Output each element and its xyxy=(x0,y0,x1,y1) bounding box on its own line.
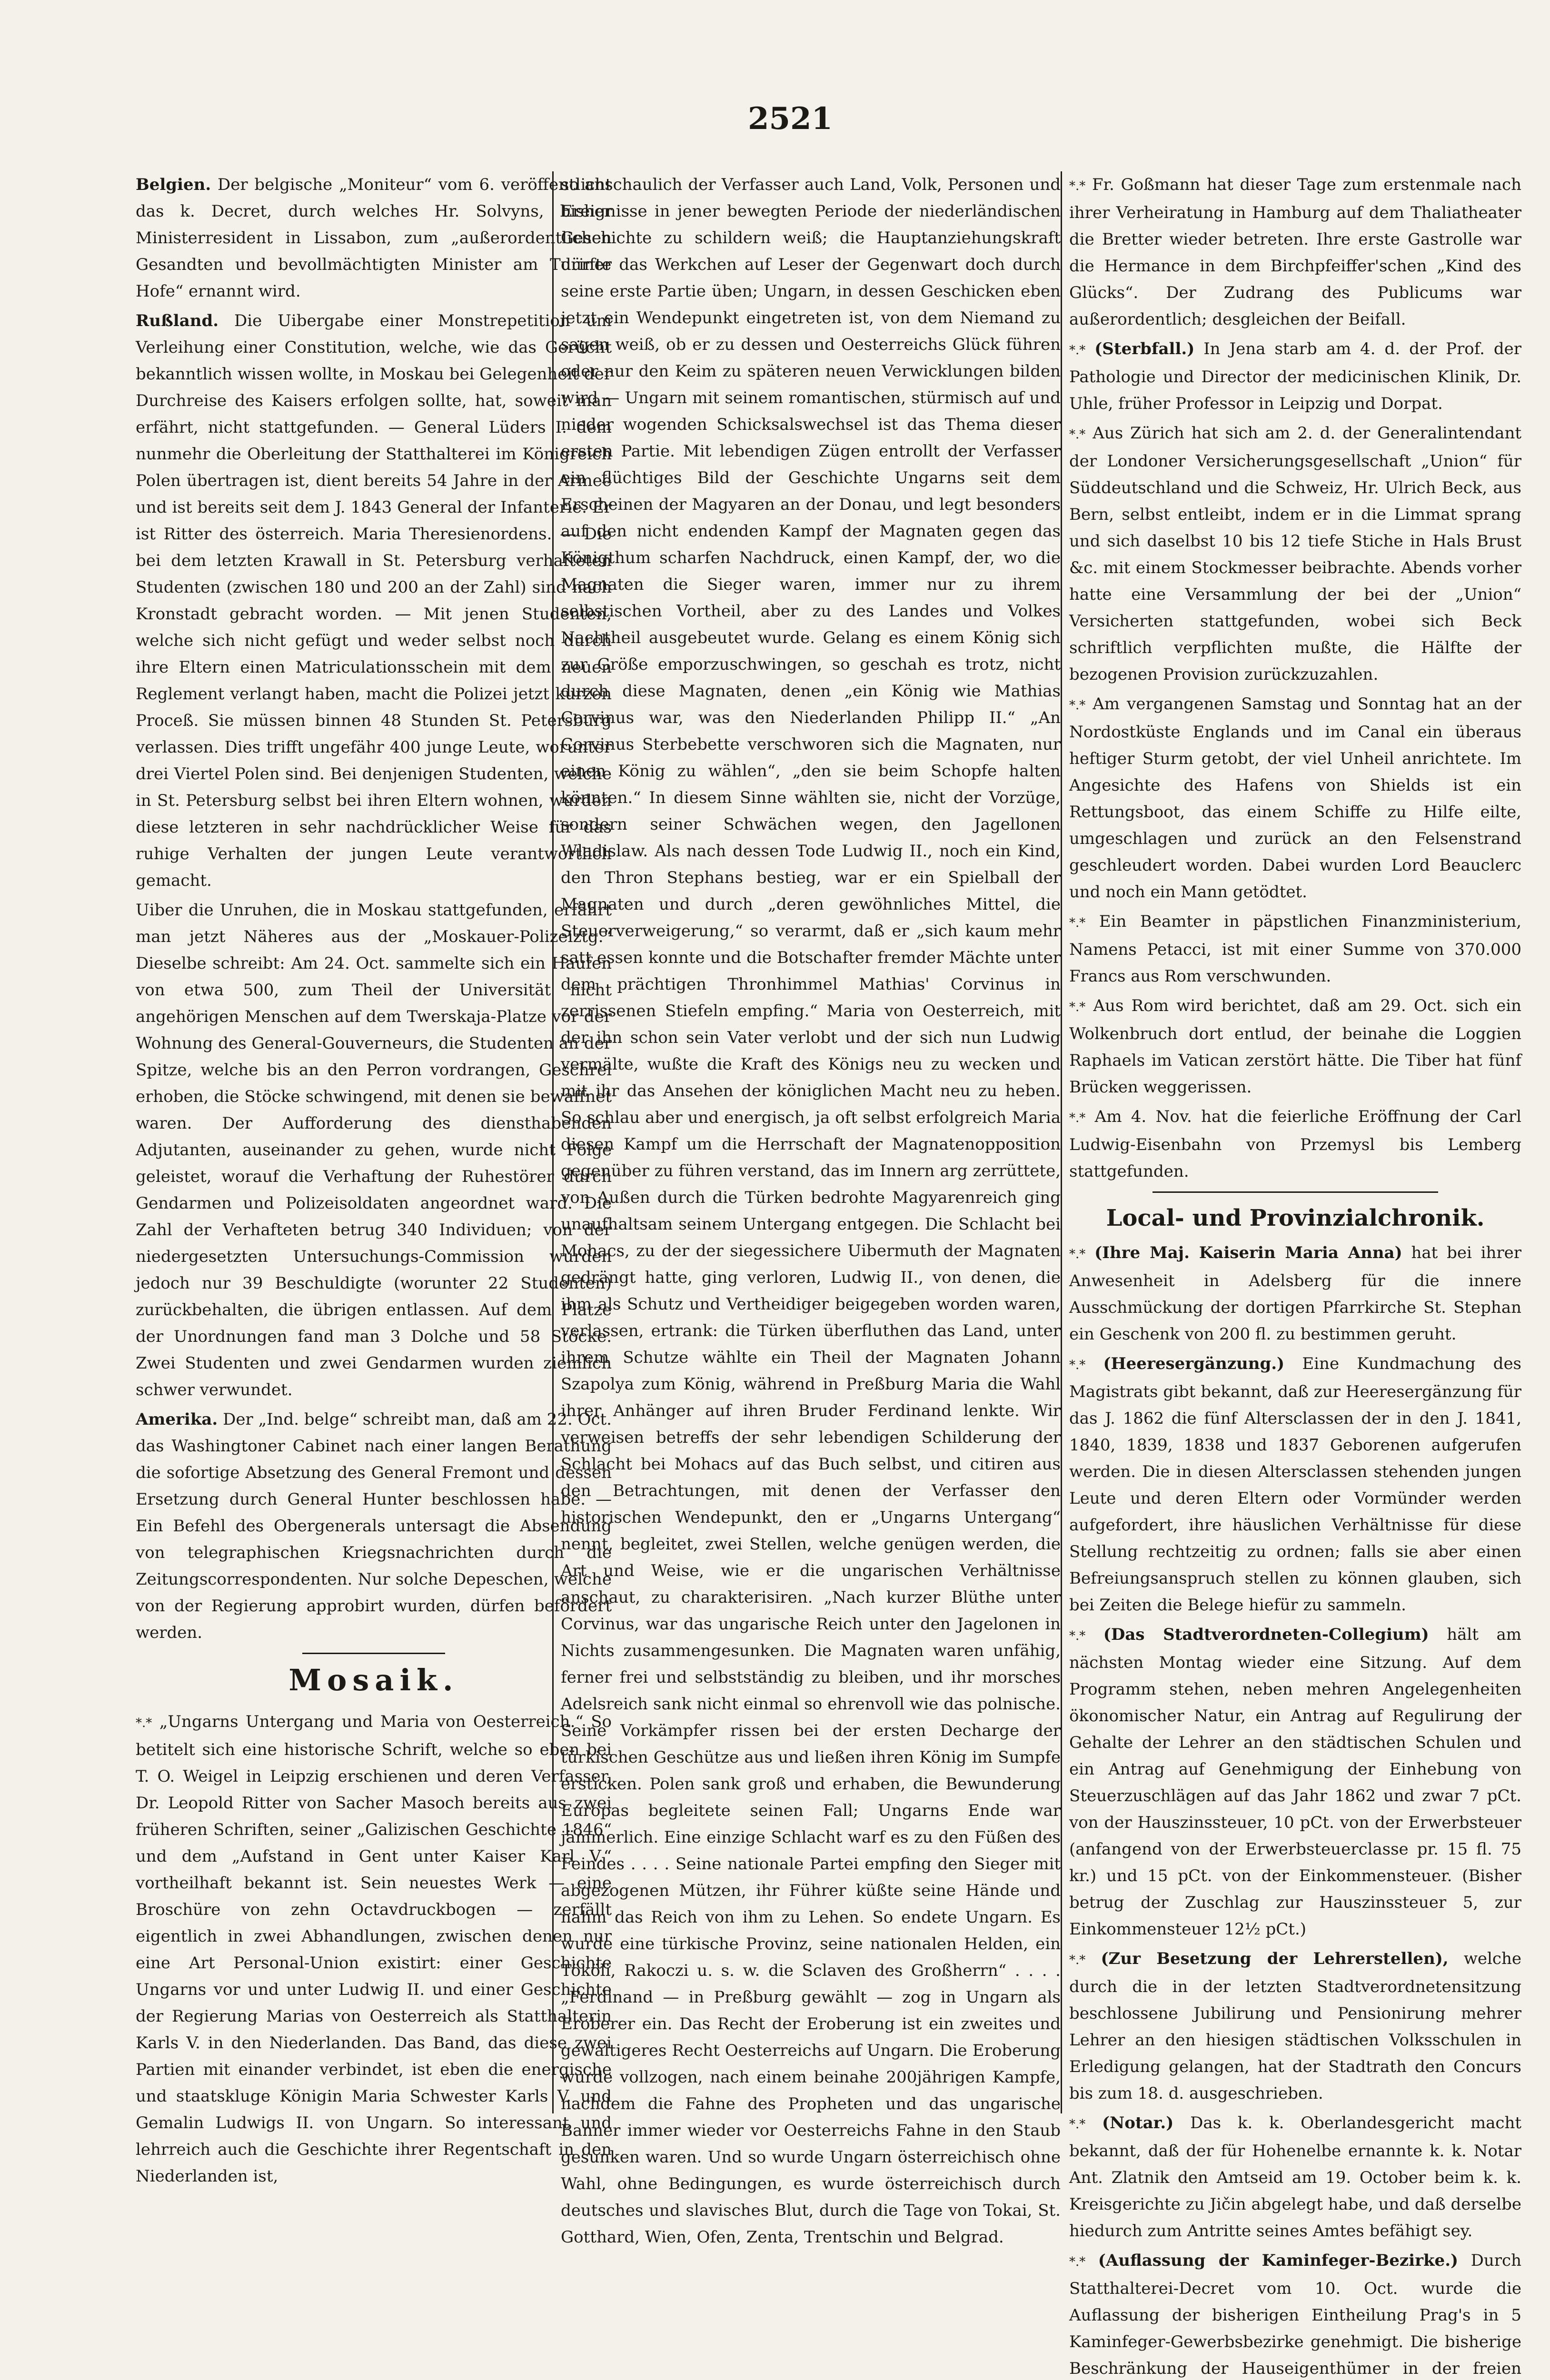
asterism: *.* xyxy=(1069,1000,1086,1014)
asterism: *.* xyxy=(1069,2117,1086,2132)
news-text: welche durch die in der letzten Stadtverordnetensitzung beschlossene Jubilirung und Pensionirung mehrer Lehrer an den hiesigen städtischen Volksschulen in Erledigung gelangen, hat der Stadtrath den Concurs bis zum 18. d. ausgeschrieben. xyxy=(1069,1949,1521,2103)
article-amerika xyxy=(136,1406,612,1646)
asterism: *.* xyxy=(136,1716,152,1730)
page-number: 2521 xyxy=(747,101,833,137)
column-3 xyxy=(1069,171,1522,2378)
news-text: Am vergangenen Samstag und Sonntag hat an der Nordostküste Englands und im Canal ein überaus heftiger Sturm getobt, der viel Unheil anrichtete. Im Angesichte des Hafens von Shields ist ein Rettungsboot, das einem Schiffe zu Hilfe eilte, umgeschlagen und zurück an den Felsenstrand geschleudert worden. Dabei wurden Lord Beauclerc und noch ein Mann getödtet. xyxy=(1069,694,1521,902)
news-item xyxy=(1069,1350,1521,1618)
asterism: *.* xyxy=(1069,343,1086,357)
news-item xyxy=(1069,1945,1521,2107)
column-2 xyxy=(561,171,1061,2247)
article-text: Die Uibergabe einer Monstrepetition um Verleihung einer Constitution, welche, wie das Gerücht bekanntlich wissen wollte, in Moskau bei Gelegenheit der Durchreise des Kaisers erfolgen sollte, hat, soweit man erfährt, nicht stattgefunden. — General Lüders I. dem nunmehr die Oberleitung der Statthalterei im Königreich Polen übertragen ist, dient bereits 54 Jahre in der Armee und ist bereits seit dem J. 1843 General der Infanterie. Er ist Ritter des österreich. Maria Theresienordens. — Die bei dem letzten Krawall in St. Petersburg verhafteten Studenten (zwischen 180 und 200 an der Zahl) sind nach Kronstadt gebracht worden. — Mit jenen Studenten, welche sich nicht gefügt und weder selbst noch durch ihre Eltern einen Matriculationsschein mit dem neuen Reglement verlangt haben, macht die Polizei jetzt kurzen Proceß. Sie müssen binnen 48 Stunden St. Petersburg verlassen. Dies trifft ungefähr 400 junge Leute, worunter drei Viertel Polen sind. Bei denjenigen Studenten, welche in St. Petersburg selbst bei ihren Eltern wohnen, wurden diese letzteren in sehr nachdrücklicher Weise für das ruhige Verhalten der jungen Leute verantwortlich gemacht. xyxy=(136,311,612,890)
article-mosaik xyxy=(136,1708,612,2190)
news-item xyxy=(1069,691,1521,905)
news-item xyxy=(1069,1103,1521,1185)
news-text: hält am nächsten Montag wieder eine Sitzung. Auf dem Programm stehen, neben mehren Angelegenheiten ökonomischer Natur, ein Antrag auf Regulirung der Gehalte der Lehrer an den städtischen Schulen und ein Antrag auf Genehmigung der Einhebung von Steuerzuschlägen auf das Jahr 1862 und zwar 7 pCt. von der Hauszinssteuer, 10 pCt. von der Erwerbsteuer (anfangend von der Erwerbsteuerclasse pr. 15 fl. 75 kr.) und 15 pCt. von der Einkommensteuer. (Bisher betrug der Zuschlag zur Hauszinssteuer 5, zur Einkommensteuer 12½ pCt.) xyxy=(1069,1625,1521,1939)
news-lead: (Ihre Maj. Kaiserin Maria Anna) xyxy=(1094,1243,1402,1262)
article-text: Der belgische „Moniteur“ vom 6. veröffentlicht das k. Decret, durch welches Hr. Solvyns, bisher Ministerresident in Lissabon, zum „außerordentlichen Gesandten und bevollmächtigten Minister am Turiner Hofe“ ernannt wird. xyxy=(136,175,612,301)
news-text: Aus Zürich hat sich am 2. d. der Generalintendant der Londoner Versicherungsgesellschaft „Union“ für Süddeutschland und die Schweiz, Hr. Ulrich Beck, aus Bern, selbst entleibt, indem er in die Limmat sprang und sich daselbst 10 bis 12 tiefe Stiche in Hals Brust &c. mit einem Stockmesser beibrachte. Abends vorher hatte eine Versammlung der bei der „Union“ Versicherten stattgefunden, wobei sich Beck schriftlich verpflichten mußte, die Hälfte der bezogenen Provision zurückzuzahlen. xyxy=(1069,424,1522,684)
article-lead: Belgien. xyxy=(136,175,211,194)
asterism: *.* xyxy=(1069,698,1086,713)
news-item xyxy=(1069,2247,1521,2380)
news-item xyxy=(1069,992,1521,1101)
news-text: Aus Rom wird berichtet, daß am 29. Oct. sich ein Wolkenbruch dort entlud, der beinahe die Loggien Raphaels im Vatican zerstört hätte. Die Tiber hat fünf Brücken weggerissen. xyxy=(1069,996,1521,1097)
column-1 xyxy=(136,171,612,2186)
news-item xyxy=(1069,1240,1521,1348)
asterism: *.* xyxy=(1069,427,1086,442)
news-item xyxy=(1069,420,1521,688)
asterism: *.* xyxy=(1069,916,1086,930)
article-text: „Ungarns Untergang und Maria von Oesterreich.“ So betitelt sich eine historische Schrift, welche so eben bei T. O. Weigel in Leipzig erschienen und deren Verfasser, Dr. Leopold Ritter von Sacher Masoch bereits aus zwei früheren Schriften, seiner „Galizischen Geschichte 1846“ und dem „Aufstand in Gent unter Kaiser Karl V.“ vortheilhaft bekannt ist. Sein neuestes Werk — eine Broschüre von zehn Octavdruckbogen — zerfällt eigentlich in zwei Abhandlungen, zwischen denen nur eine Art Personal-Union existirt: einer Geschichte Ungarns vor und unter Ludwig II. und einer Geschichte der Regierung Marias von Oesterreich als Statthalterin Karls V. in den Niederlanden. Das Band, das diese zwei Partien mit einander verbindet, ist eben die energische und staatskluge Königin Maria Schwester Karls V. und Gemalin Ludwigs II. von Ungarn. So interessant und lehrreich auch die Geschichte ihrer Regentschaft in den Niederlanden ist, xyxy=(136,1712,612,2186)
news-item xyxy=(1069,2110,1521,2244)
asterism: *.* xyxy=(1069,2255,1086,2269)
news-lead: (Heeresergänzung.) xyxy=(1103,1354,1285,1373)
asterism: *.* xyxy=(1069,1953,1086,1967)
news-text: Eine Kundmachung des Magistrats gibt bekannt, daß zur Heeresergänzung für das J. 1862 die fünf Altersclassen der in den J. 1841, 1840, 1839, 1838 und 1837 Geborenen aufgerufen werden. Die in diesen Altersclassen stehenden jungen Leute und deren Eltern oder Vormünder werden aufgefordert, ihre häuslichen Verhältnisse für diese Stellung rechtzeitig zu ordnen; falls sie aber einen Befreiungsanspruch stellen zu können glauben, sich bei Zeiten die Belege hiefür zu sammeln. xyxy=(1069,1354,1522,1615)
news-text: Fr. Goßmann hat dieser Tage zum erstenmale nach ihrer Verheiratung in Hamburg auf dem Thaliatheater die Bretter wieder betreten. Ihre erste Gastrolle war die Hermance in dem Birchpfeiffer'schen „Kind des Glücks“. Der Zudrang des Publicums war außerordentlich; desgleichen der Beifall. xyxy=(1069,175,1522,329)
article-lead: Amerika. xyxy=(136,1410,218,1429)
asterism: *.* xyxy=(1069,1358,1086,1372)
news-text: Am 4. Nov. hat die feierliche Eröffnung der Carl Ludwig-Eisenbahn von Przemysl bis Lemberg stattgefunden. xyxy=(1069,1107,1522,1181)
news-lead: (Auflassung der Kaminfeger-Bezirke.) xyxy=(1098,2251,1459,2270)
news-text: Ein Beamter in päpstlichen Finanzministerium, Namens Petacci, ist mit einer Summe von 370.000 Francs aus Rom verschwunden. xyxy=(1069,912,1522,986)
section-title-local: Local- und Provinzialchronik. xyxy=(1106,1205,1485,1231)
asterism: *.* xyxy=(1069,1629,1086,1643)
article-mosaik-continued: so anschaulich der Verfasser auch Land, Volk, Personen und Ereignisse in jener bewegten Periode der niederländischen Geschichte zu schildern weiß; die Hauptanziehungskraft dürfte das Werkchen auf Leser der Gegenwart doch durch seine erste Partie üben; Ungarn, in dessen Geschicken eben jetzt ein Wendepunkt eingetreten ist, von dem Niemand zu sagen weiß, ob er zu dessen und Oesterreichs Glück führen oder nur den Keim zu späteren neuen Verwicklungen bilden wird — Ungarn mit seinem romantischen, stürmisch auf und nieder wogenden Schicksalswechsel ist das Thema dieser ersten Partie. Mit lebendigen Zügen entrollt der Verfasser ein flüchtiges Bild der Geschichte Ungarns seit dem Erscheinen der Magyaren an der Donau, und legt besonders auf den nicht endenden Kampf der Magnaten gegen das Königthum scharfen Nachdruck, einen Kampf, der, wo die Magnaten die Sieger waren, immer nur zu ihrem selbstischen Vortheil, aber zu des Landes und Volkes Nachtheil ausgebeutet wurde. Gelang es einem König sich zur Größe emporzuschwingen, so geschah es trotz, nicht durch diese Magnaten, denen „ein König wie Mathias Corvinus war, was den Niederlanden Philipp II.“ „An Corvinus Sterbebette verschworen sich die Magnaten, nur einen König zu wählen“, „den sie beim Schopfe halten könnten.“ In diesem Sinne wählten sie, nicht der Vorzüge, sondern seiner Schwächen wegen, den Jagellonen Wladislaw. Als nach dessen Tode Ludwig II., noch ein Kind, den Thron Stephans bestieg, war er ein Spielball der Magnaten und durch „deren gewöhnliches Mittel, die Steuerverweigerung,“ so verarmt, daß er „sich kaum mehr satt essen konnte und die Botschafter fremder Mächte unter dem prächtigen Thronhimmel Mathias' Corvinus in zerrissenen Stiefeln empfing.“ Maria von Oesterreich, mit der ihn schon sein Vater verlobt und der sich nun Ludwig vermälte, wußte die Kraft des Königs neu zu wecken und mit ihr das Ansehen der königlichen Macht neu zu heben. So schlau aber und energisch, ja oft selbst erfolgreich Maria diesen Kampf um die Herrschaft der Magnatenopposition gegenüber zu führen verstand, das im Innern arg zerrüttete, von Außen durch die Türken bedrohte Magyarenreich ging unaufhaltsam seinem Untergang entgegen. Die Schlacht bei Mohacs, zu der der siegessichere Uibermuth der Magnaten gedrängt hatte, ging verloren, Ludwig II., von denen, die ihm als Schutz und Vertheidiger beigegeben worden waren, verlassen, ertrank: die Türken überfluthen das Land, unter ihrem Schutze wählte ein Theil der Magnaten Johann Szapolya zum König, während in Preßburg Maria die Wahl ihrer Anhänger auf ihren Bruder Ferdinand lenkte. Wir verweisen betreffs der sehr lebendigen Schilderung der Schlacht bei Mohacs auf das Buch selbst, und citiren aus den Betrachtungen, mit denen der Verfasser den historischen Wendepunkt, den er „Ungarns Untergang“ nennt, begleitet, zwei Stellen, welche genügen werden, die Art und Weise, wie er die ungarischen Verhältnisse anschaut, zu charakterisiren. „Nach kurzer Blüthe unter Corvinus, war das ungarische Reich unter den Jagelonen in Nichts zusammengesunken. Die Magnaten waren unfähig, ferner frei und selbstständig zu bleiben, und ihr morsches Adelsreich sank nicht einmal so ehrenvoll wie das polnische. Seine Vorkämpfer rissen bei der ersten Decharge der türkischen Geschütze aus und ließen ihren König im Sumpfe ersticken. Polen sank groß und erhaben, die Bewunderung Europas begleitete seinen Fall; Ungarns Ende war jämmerlich. Eine einzige Schlacht warf es zu den Füßen des Feindes . . . . Seine nationale Partei empfing den Sieger mit abgezogenen Mützen, ihr Führer küßte seine Hände und nahm das Reich von ihm zu Lehen. So endete Ungarn. Es wurde eine türkische Provinz, seine nationalen Helden, ein Tököli, Rakoczi u. s. w. die Sclaven des Großherrn“ . . . . „Ferdinand — in Preßburg gewählt — zog in Ungarn als Eroberer ein. Das Recht der Eroberung ist ein zweites und gewaltigeres Recht Oesterreichs auf Ungarn. Die Eroberung wurde vollzogen, nach einem beinahe 200jährigen Kampfe, nachdem die Fahne des Propheten und das ungarische Banner immer wieder vor Oesterreichs Fahne in den Staub gesunken waren. Und so wurde Ungarn österreichisch ohne Wahl, ohne Bedingungen, es wurde österreichisch durch deutsches und slavisches Blut, durch die Tage von Tokai, St. Gotthard, Wien, Ofen, Zenta, Trentschin und Belgrad. xyxy=(561,175,1061,2247)
asterism: *.* xyxy=(1069,179,1086,193)
news-text: hat bei ihrer Anwesenheit in Adelsberg für die innere Ausschmückung der dortigen Pfarrkirche St. Stephan ein Geschenk von 200 fl. zu bestimmen geruht. xyxy=(1069,1243,1522,1344)
article-belgien xyxy=(136,171,612,305)
article-unruhen: Uiber die Unruhen, die in Moskau stattgefunden, erfährt man jetzt Näheres aus der „Moskauer-Polizeiztg.“ Dieselbe schreibt: Am 24. Oct. sammelte sich ein Haufen von etwa 500, zum Theil der Universität nicht angehörigen Menschen auf dem Twerskaja-Platze vor der Wohnung des General-Gouverneurs, die Studenten an der Spitze, welche bis an den Perron vordrangen, Geschrei erhoben, die Stöcke schwingend, mit denen sie bewaffnet waren. Der Aufforderung des diensthabenden Adjutanten, auseinander zu gehen, wurde nicht Folge geleistet, worauf die Verhaftung der Ruhestörer durch Gendarmen und Polizeisoldaten angeordnet ward. Die Zahl der Verhafteten betrug 340 Individuen; von der niedergesetzten Untersuchungs-Commission wurden jedoch nur 39 Beschuldigte (worunter 22 Studenten) zurückbehalten, die übrigen entlassen. Auf dem Platze der Unordnungen fand man 3 Dolche und 58 Stöcke. Zwei Studenten und zwei Gendarmen wurden ziemlich schwer verwundet. xyxy=(136,901,612,1399)
article-text: Der „Ind. belge“ schreibt man, daß am 22. Oct. das Washingtoner Cabinet nach einer langen Berathung die sofortige Absetzung des General Fremont und dessen Ersetzung durch General Hunter beschlossen habe. — Ein Befehl des Obergenerals untersagt die Absendung von telegraphischen Kriegsnachrichten durch die Zeitungscorrespondenten. Nur solche Depeschen, welche von der Regierung approbirt wurden, dürfen befördert werden. xyxy=(136,1410,612,1642)
news-lead: (Notar.) xyxy=(1102,2113,1174,2132)
news-text: Das k. k. Oberlandesgericht macht bekannt, daß der für Hohenelbe ernannte k. k. Notar Ant. Zlatnik den Amtseid am 19. October beim k. k. Kreisgerichte zu Jičin abgelegt habe, und daß derselbe hiedurch zum Antritte seines Amtes befähigt sey. xyxy=(1069,2113,1522,2241)
news-lead: (Zur Besetzung der Lehrerstellen), xyxy=(1101,1949,1449,1968)
section-title-mosaik: Mosaik. xyxy=(288,1663,459,1697)
asterism: *.* xyxy=(1069,1111,1086,1125)
news-lead: (Das Stadtverordneten-Collegium) xyxy=(1103,1625,1429,1644)
news-item xyxy=(1069,336,1521,417)
column-divider xyxy=(1061,171,1062,2113)
asterism: *.* xyxy=(1069,1247,1086,1261)
news-text: In Jena starb am 4. d. der Prof. der Pathologie und Director der medicinischen Klinik, Dr. Uhle, früher Professor in Leipzig und Dorpat. xyxy=(1069,339,1522,413)
article-russland xyxy=(136,307,612,894)
section-rule xyxy=(1153,1191,1438,1193)
article-lead: Rußland. xyxy=(136,311,219,330)
news-item xyxy=(1069,171,1521,333)
news-item xyxy=(1069,908,1521,990)
news-item xyxy=(1069,1621,1521,1943)
news-lead: (Sterbfall.) xyxy=(1094,339,1195,358)
section-rule xyxy=(302,1653,445,1654)
news-text: Durch Statthalterei-Decret vom 10. Oct. wurde die Auflassung der bisherigen Eintheilung Prag's in 5 Kaminfeger-Gewerbsbezirke genehmigt. Die bisherige Beschränkung der Hauseigenthümer in der freien xyxy=(1069,2251,1521,2378)
